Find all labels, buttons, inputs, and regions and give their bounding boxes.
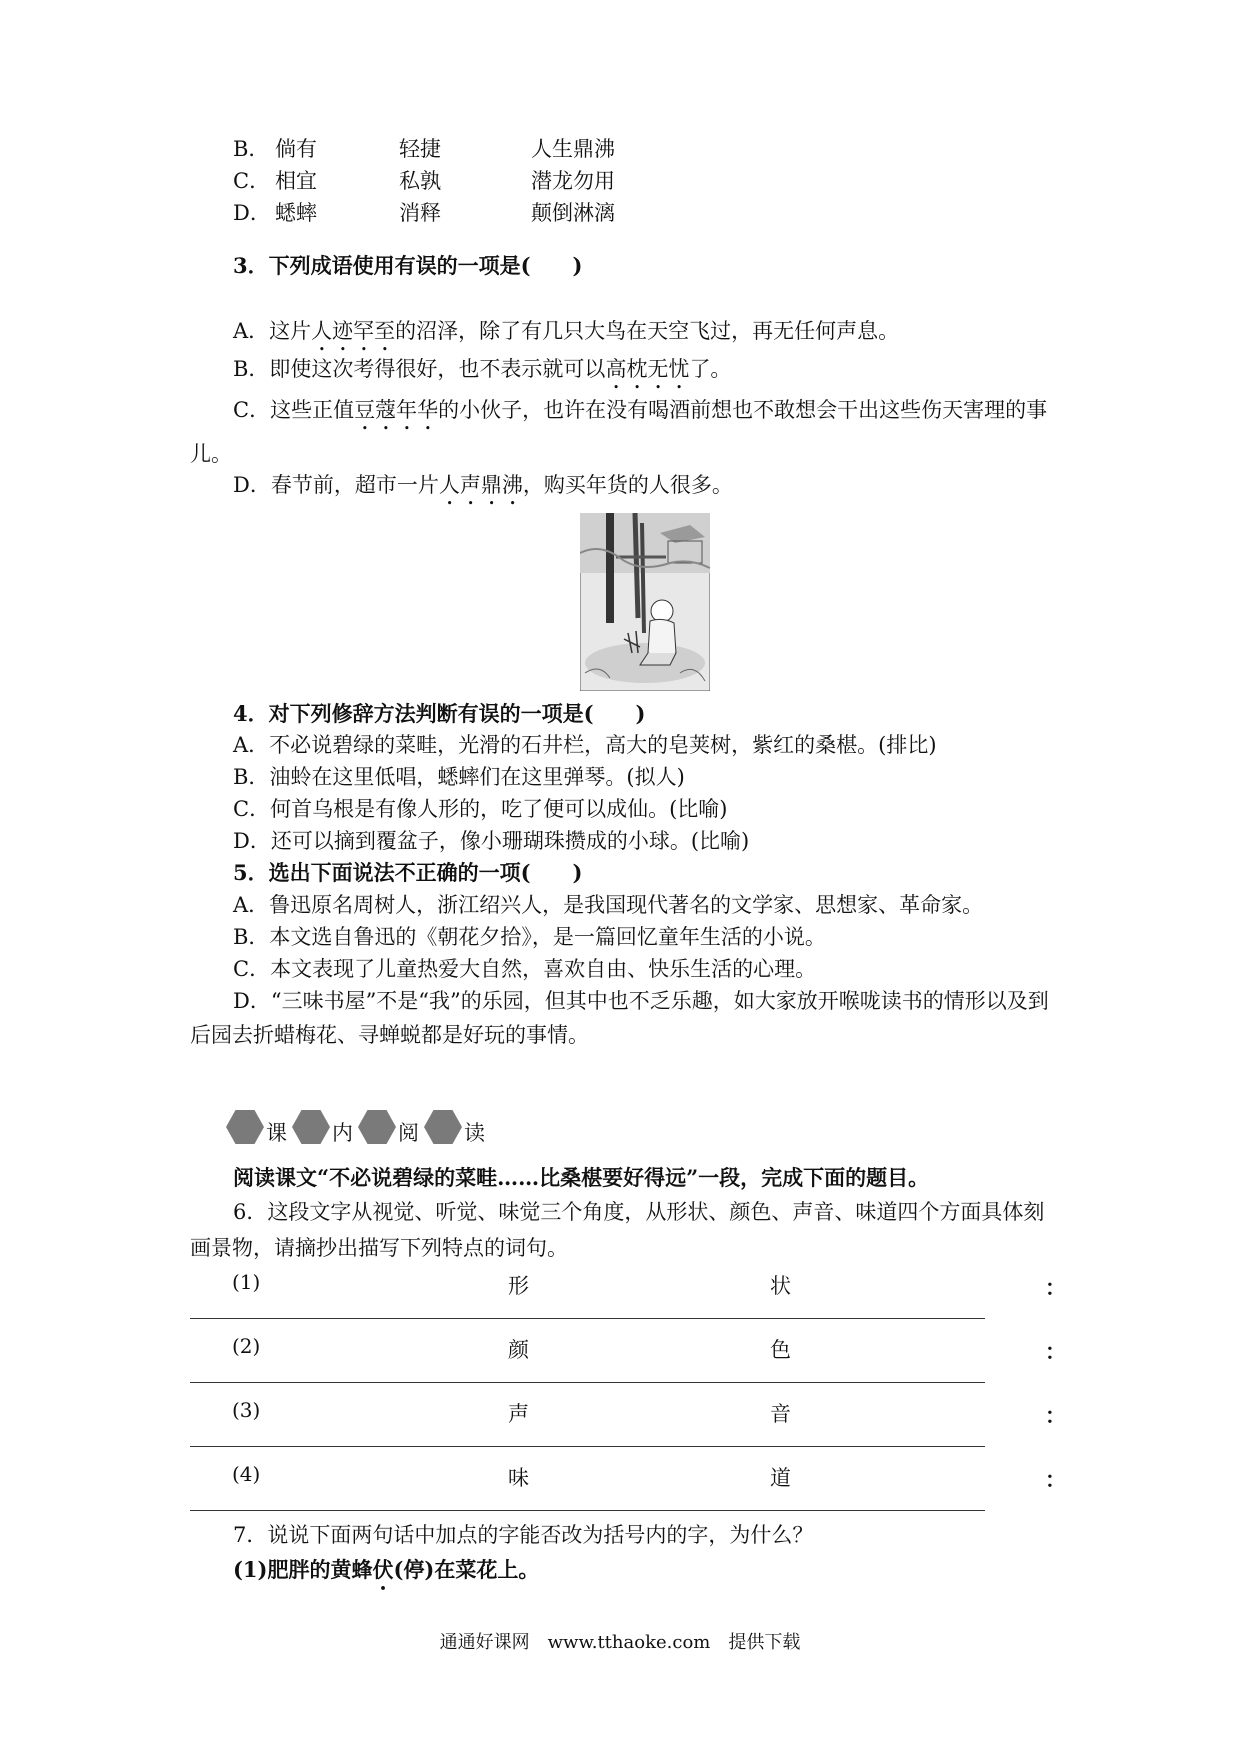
question-3-option-a	[233, 316, 899, 356]
hexagon-icon	[424, 1110, 462, 1144]
answer-row-taste	[190, 1454, 1065, 1516]
option-word-2: 轻捷	[399, 137, 441, 161]
question-5-stem: 5．选出下面说法不正确的一项( )	[233, 860, 583, 885]
text: 的小伙子，也许在没有喝酒前想也不敢想会干出这些伤天害理的事儿。	[190, 398, 1048, 466]
question-3-option-c	[190, 391, 1060, 473]
answer-row-sound	[190, 1390, 1065, 1452]
option-word-2: 私孰	[399, 169, 441, 193]
hexagon-icon	[358, 1110, 396, 1144]
option-word-3: 人生鼎沸	[531, 137, 615, 161]
row-char-2: 音	[770, 1402, 791, 1426]
option-word-3: 潜龙勿用	[531, 169, 615, 193]
row-number: (3)	[232, 1398, 261, 1422]
question-4-stem: 4．对下列修辞方法判断有误的一项是( )	[233, 701, 646, 726]
row-char-1: 形	[508, 1274, 529, 1298]
answer-row-color	[190, 1326, 1065, 1388]
dotted-idiom: 豆蔻年华	[354, 398, 439, 422]
question-6-stem: 6．这段文字从视觉、听觉、味觉三个角度，从形状、颜色、声音、味道四个方面具体刻画景物，请摘抄出描写下列特点的词句。	[190, 1200, 1045, 1260]
dotted-char: 伏	[372, 1557, 394, 1582]
text: B．即使这次考得很好，也不表示就可以	[233, 357, 606, 381]
text: 了。	[689, 357, 732, 381]
reading-instruction: 阅读课文“不必说碧绿的菜畦……比桑椹要好得远”一段，完成下面的题目。	[233, 1165, 930, 1190]
option-letter: D．	[233, 201, 271, 225]
row-char-1: 颜	[508, 1338, 529, 1362]
illustration-child-in-garden	[580, 513, 710, 691]
section-char: 阅	[398, 1121, 419, 1145]
row-colon: ：	[1045, 1403, 1066, 1428]
question-5-option-c: C．本文表现了儿童热爱大自然，喜欢自由、快乐生活的心理。	[233, 957, 817, 981]
question-5-option-b: B．本文选自鲁迅的《朝花夕拾》，是一篇回忆童年生活的小说。	[233, 925, 826, 949]
section-char: 课	[266, 1121, 287, 1145]
hexagon-icon	[292, 1110, 330, 1144]
row-number: (4)	[232, 1462, 261, 1486]
question-4-option-d: D．还可以摘到覆盆子，像小珊瑚珠攒成的小球。(比喻)	[233, 829, 750, 853]
page-footer: 通通好课网 www.tthaoke.com 提供下载	[439, 1632, 801, 1653]
row-colon: ：	[1045, 1467, 1066, 1492]
text: D．春节前，超市一片	[233, 473, 439, 497]
question-5-option-d: D．“三味书屋”不是“我”的乐园，但其中也不乏乐趣，如大家放开喉咙读书的情形以及到后园去折蜡梅花、寻蝉蜕都是好玩的事情。	[190, 989, 1049, 1047]
question-7-sentence-1	[233, 1555, 539, 1595]
text: 的沼泽，除了有几只大鸟在天空飞过，再无任何声息。	[395, 319, 900, 343]
row-number: (1)	[232, 1270, 261, 1294]
answer-row-shape	[190, 1262, 1065, 1324]
text: C．这些正值	[233, 398, 355, 422]
section-char: 内	[332, 1121, 353, 1145]
option-word-1: 倘有	[275, 137, 317, 161]
row-number: (2)	[232, 1334, 261, 1358]
row-char-1: 味	[508, 1466, 529, 1490]
row-colon: ：	[1045, 1275, 1066, 1300]
hexagon-icon	[226, 1110, 264, 1144]
question-4-option-b: B．油蛉在这里低唱，蟋蟀们在这里弹琴。(拟人)	[233, 765, 685, 789]
row-char-2: 道	[770, 1466, 791, 1490]
dotted-idiom: 人迹罕至	[311, 319, 396, 343]
option-letter: C．	[233, 169, 271, 193]
row-char-2: 状	[770, 1274, 791, 1298]
option-word-2: 消释	[399, 201, 441, 225]
question-3-option-b	[233, 354, 731, 394]
answer-blank-line[interactable]	[190, 1318, 985, 1319]
text: A．这片	[233, 319, 312, 343]
question-3-stem: 3．下列成语使用有误的一项是( )	[233, 253, 583, 278]
section-char: 读	[464, 1121, 485, 1145]
answer-blank-line[interactable]	[190, 1510, 985, 1511]
text: (1)肥胖的黄蜂	[233, 1557, 373, 1582]
row-colon: ：	[1045, 1339, 1066, 1364]
question-4-option-c: C．何首乌根是有像人形的，吃了便可以成仙。(比喻)	[233, 797, 728, 821]
question-3-option-d	[233, 470, 733, 510]
option-letter: B．	[233, 137, 270, 161]
section-heading-in-class-reading	[226, 1110, 526, 1150]
dotted-idiom: 人声鼎沸	[438, 473, 523, 497]
question-7-stem: 7．说说下面两句话中加点的字能否改为括号内的字，为什么？	[233, 1523, 814, 1547]
question-5-option-a: A．鲁迅原名周树人，浙江绍兴人，是我国现代著名的文学家、思想家、革命家。	[233, 893, 984, 917]
answer-blank-line[interactable]	[190, 1446, 985, 1447]
illustration-image	[580, 513, 710, 691]
text: (停)在菜花上。	[393, 1557, 540, 1582]
question-4-option-a: A．不必说碧绿的菜畦，光滑的石井栏，高大的皂荚树，紫红的桑椹。(排比)	[233, 733, 937, 757]
option-word-1: 相宜	[275, 169, 317, 193]
answer-blank-line[interactable]	[190, 1382, 985, 1383]
option-word-1: 蟋蟀	[275, 201, 317, 225]
text: ，购买年货的人很多。	[522, 473, 733, 497]
row-char-2: 色	[770, 1338, 791, 1362]
dotted-idiom: 高枕无忧	[605, 357, 690, 381]
option-word-3: 颠倒淋漓	[531, 201, 615, 225]
row-char-1: 声	[508, 1402, 529, 1426]
